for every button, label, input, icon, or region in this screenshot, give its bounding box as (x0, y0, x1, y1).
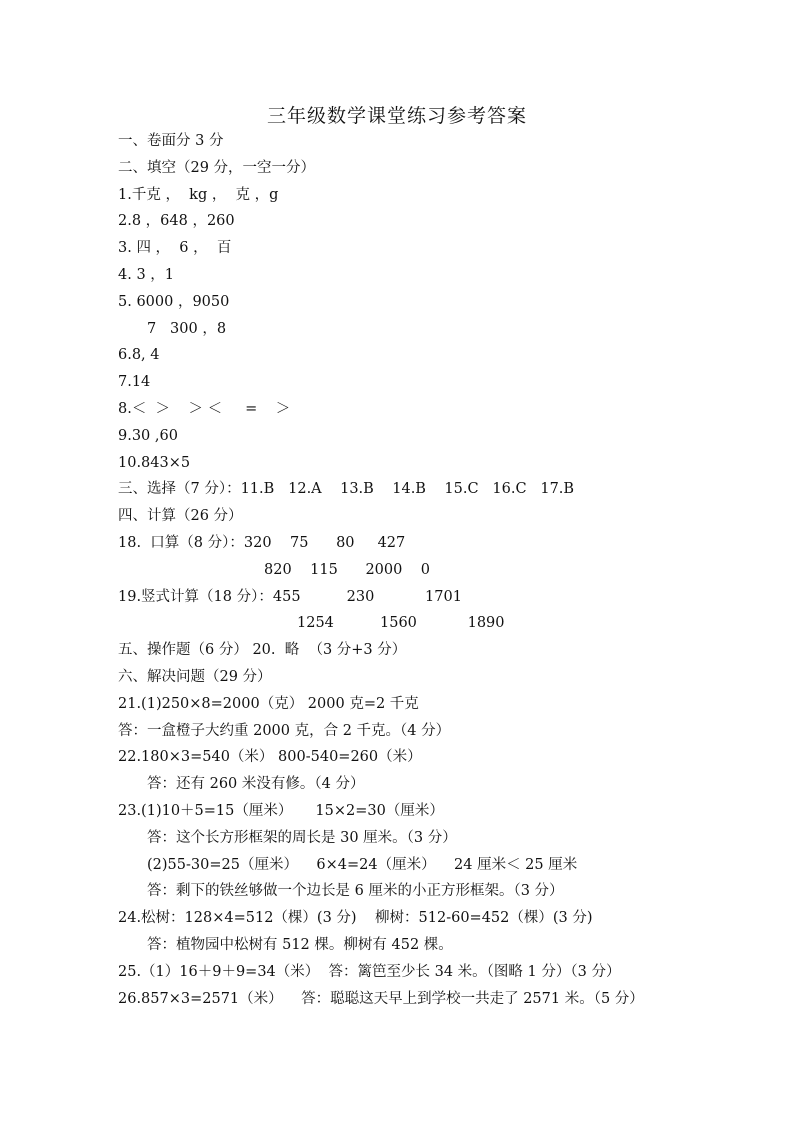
answer-line: 六、解决问题（29 分） (118, 668, 272, 685)
answer-line: 18. 口算（8 分）：320 75 80 427 (118, 534, 406, 551)
answer-line: 7.14 (118, 374, 151, 391)
answer-line: 10.843×5 (118, 454, 191, 471)
answer-line: 23.(1)10＋5=15（厘米） 15×2=30（厘米） (118, 802, 444, 819)
document-title: 三年级数学课堂练习参考答案 (266, 105, 527, 127)
answer-line: 7 300 ，8 (147, 320, 227, 337)
answer-line: 9.30 ,60 (118, 427, 178, 444)
answer-line: (2)55-30=25（厘米） 6×4=24（厘米） 24 厘米＜ 25 厘米 (147, 856, 578, 873)
answer-line: 19.竖式计算（18 分）：455 230 1701 (118, 588, 462, 605)
answer-line: 6.8, 4 (118, 347, 160, 364)
answer-line: 25.（1）16＋9＋9=34（米） 答：篱笆至少长 34 米。（图略 1 分）（3 分） (118, 963, 621, 980)
answer-line: 五、操作题（6 分） 20. 略 （3 分+3 分） (118, 642, 407, 659)
answer-line: 820 115 2000 0 (264, 561, 431, 578)
answer-line: 答：还有 260 米没有修。（4 分） (147, 776, 365, 793)
answer-line: 四、计算（26 分） (118, 508, 243, 525)
answer-line: 5. 6000 ，9050 (118, 293, 230, 310)
answer-line: 3. 四 ， 6 ， 百 (118, 240, 232, 257)
answer-line: 4. 3 ，1 (118, 266, 175, 283)
answer-line: 1254 1560 1890 (297, 615, 505, 632)
answer-line: 三、选择（7 分）：11.B 12.A 13.B 14.B 15.C 16.C 17.B (118, 481, 575, 498)
answer-line: 2.8 ，648 ，260 (118, 213, 235, 230)
answer-line: 24.松树：128×4=512（棵）(3 分) 柳树：512-60=452（棵）(3 分) (118, 910, 593, 927)
answer-line: 一、卷面分 3 分 (118, 133, 224, 149)
answer-line: 答：这个长方形框架的周长是 30 厘米。（3 分） (147, 829, 457, 846)
answer-line: 答：植物园中松树有 512 棵。柳树有 452 棵。 (147, 936, 453, 953)
answer-line: 答：一盒橙子大约重 2000 克，合 2 千克。（4 分） (118, 722, 451, 739)
answer-line: 二、填空（29 分，一空一分） (118, 159, 316, 176)
answer-line: 1.千克 ， kg ， 克 ，g (118, 186, 279, 203)
answer-line: 答：剩下的铁丝够做一个边长是 6 厘米的小正方形框架。（3 分） (147, 883, 564, 900)
answer-line: 22.180×3=540（米） 800-540=260（米） (118, 749, 422, 766)
answer-line: 8.＜ ＞ ＞ ＜ = ＞ (118, 400, 291, 417)
answer-line: 26.857×3=2571（米） 答：聪聪这天早上到学校一共走了 2571 米。（5 分） (118, 990, 644, 1007)
answer-lines (118, 128, 778, 1012)
answer-line: 21.(1)250×8=2000（克） 2000 克=2 千克 (118, 695, 419, 712)
